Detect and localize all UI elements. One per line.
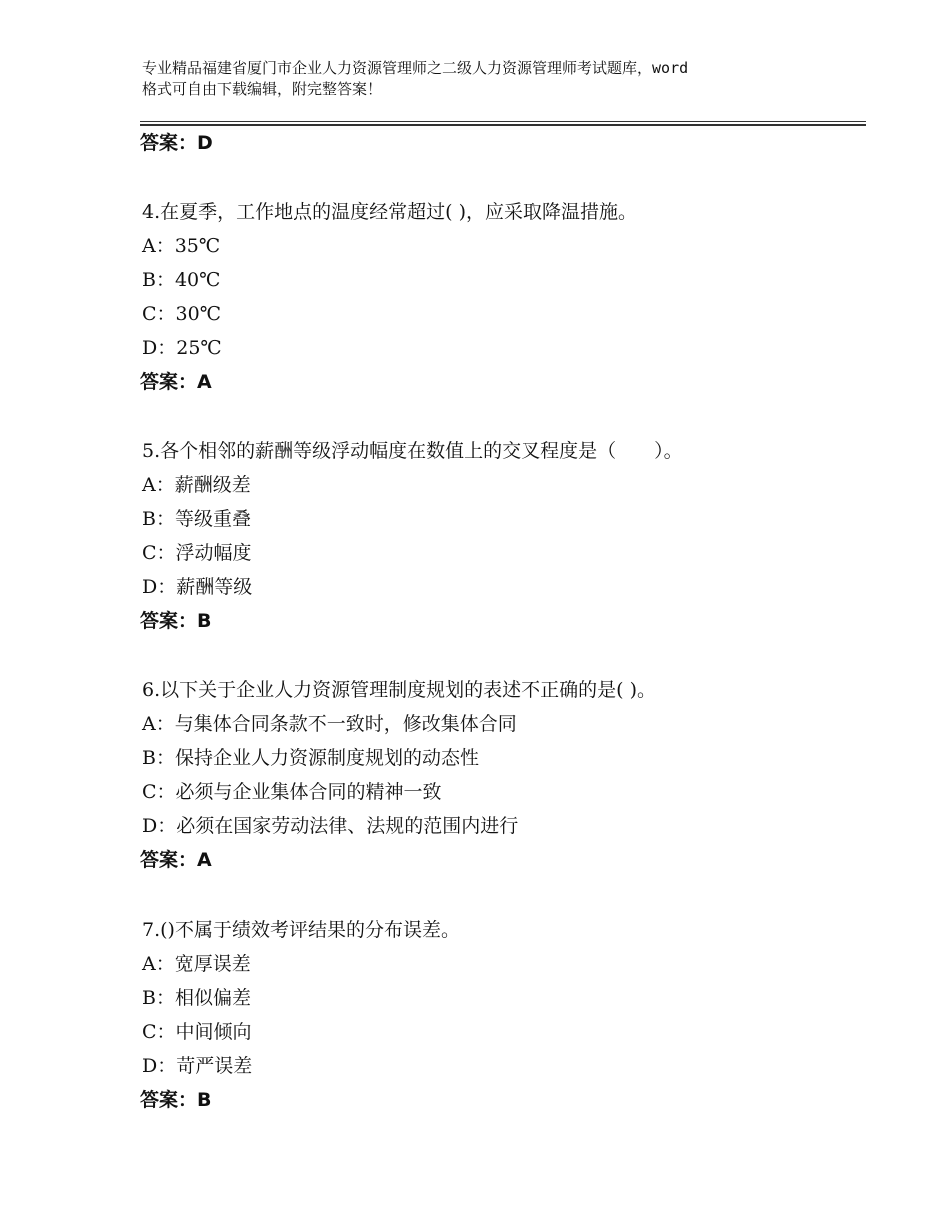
question-7-option-c: C：中间倾向: [142, 1021, 252, 1043]
header-divider-thick: [140, 124, 866, 126]
header-line-1: 专业精品福建省厦门市企业人力资源管理师之二级人力资源管理师考试题库，word: [142, 59, 689, 77]
question-7-answer: 答案：B: [140, 1089, 212, 1111]
question-6-option-c: C：必须与企业集体合同的精神一致: [142, 781, 442, 803]
header-line-2: 格式可自由下载编辑，附完整答案！: [142, 80, 383, 98]
question-5-option-c: C：浮动幅度: [142, 542, 252, 564]
question-7-option-b: B：相似偏差: [142, 987, 251, 1009]
question-4-stem: 4.在夏季，工作地点的温度经常超过( )，应采取降温措施。: [142, 201, 637, 223]
page-header: [142, 58, 832, 100]
question-5-option-b: B：等级重叠: [142, 508, 251, 530]
question-4-option-c: C：30℃: [142, 303, 221, 325]
question-4-option-a: A：35℃: [142, 235, 221, 257]
question-4-option-d: D：25℃: [142, 337, 222, 359]
question-4-answer: 答案：A: [140, 371, 212, 393]
question-5-answer: 答案：B: [140, 610, 212, 632]
question-6-answer: 答案：A: [140, 849, 212, 871]
question-6-option-d: D：必须在国家劳动法律、法规的范围内进行: [142, 815, 519, 837]
question-7-stem: 7.()不属于绩效考评结果的分布误差。: [142, 919, 460, 941]
header-divider-thin: [140, 121, 866, 122]
question-7-option-d: D：苛严误差: [142, 1055, 253, 1077]
question-4-option-b: B：40℃: [142, 269, 221, 291]
question-5-option-d: D：薪酬等级: [142, 576, 253, 598]
question-5-option-a: A：薪酬级差: [142, 474, 251, 496]
question-6-option-a: A：与集体合同条款不一致时，修改集体合同: [142, 713, 517, 735]
question-5-stem: 5.各个相邻的薪酬等级浮动幅度在数值上的交叉程度是（ ）。: [142, 440, 683, 462]
question-7-option-a: A：宽厚误差: [142, 953, 251, 975]
answer-previous: 答案：D: [140, 132, 213, 154]
question-6-option-b: B：保持企业人力资源制度规划的动态性: [142, 747, 479, 769]
question-6-stem: 6.以下关于企业人力资源管理制度规划的表述不正确的是( )。: [142, 679, 656, 701]
